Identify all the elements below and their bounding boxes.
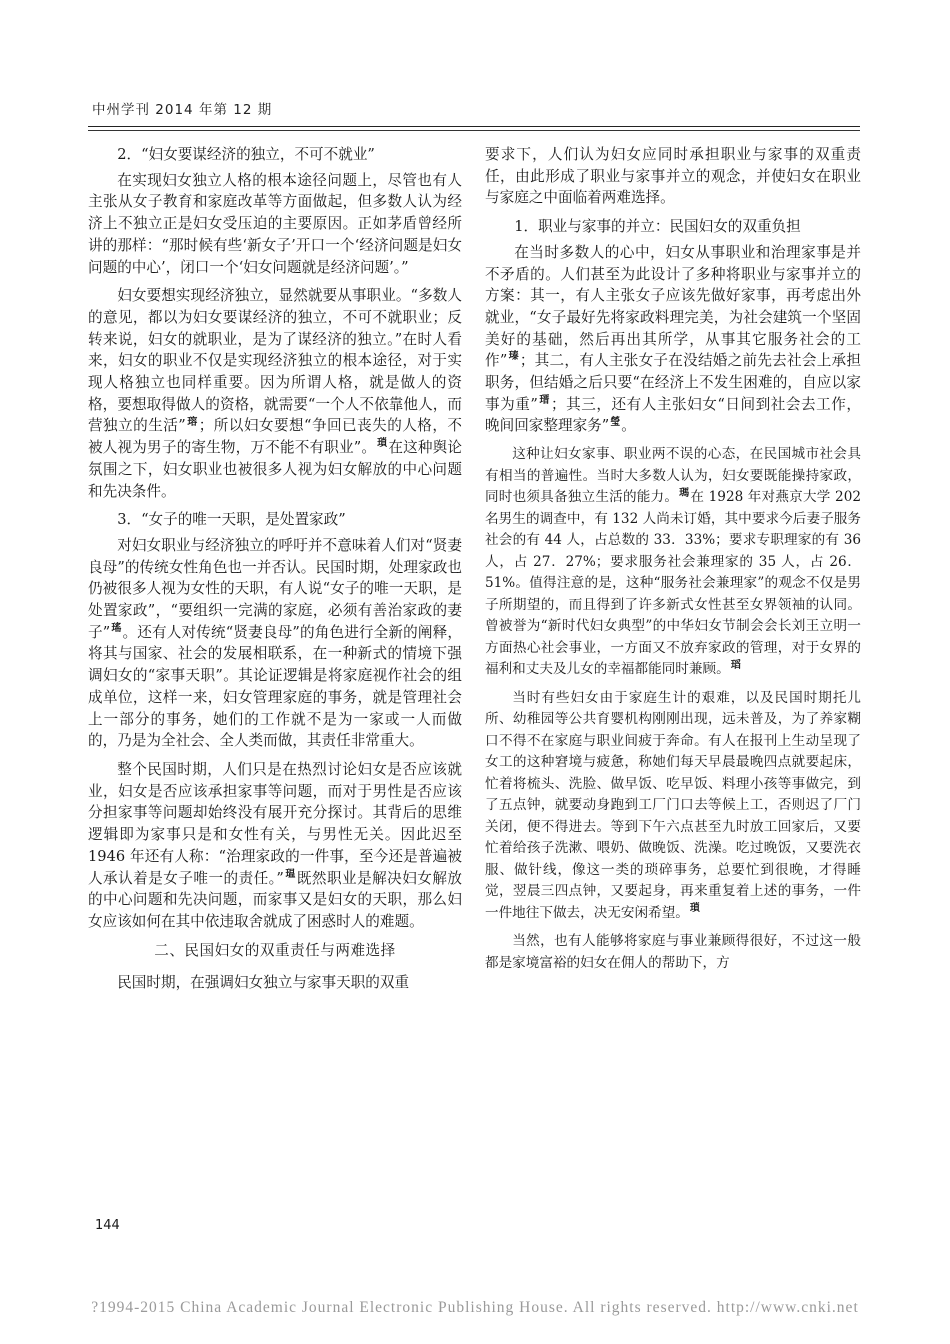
text-run: 。还有人对传统“贤妻良母”的角色进行全新的阐释，将其与国家、社会的发展相联系，在一种新式的情境下强调妇女的“家事天职”。其论证逻辑是将家庭视作社会的组成单位，这样一来，妇女管理家庭的事务，就是管理社会上一部分的事务，她们的工作就不是为一家或一人而做的，乃是为全社会、全人类而做，其责任非常重大。 (88, 623, 463, 750)
footnote-marker: 瑫 (730, 659, 741, 671)
footnote-marker: 瑤 (111, 622, 122, 634)
paragraph (485, 444, 861, 681)
text-run: 在这种舆论氛围之下，妇女职业也被很多人视为妇女解放的中心问题和先决条件。 (88, 439, 462, 500)
text-run: 整个民国时期，人们只是在热烈讨论妇女是否应该就业，妇女是否应该承担家事等问题，而对于男性是否应该分担家事等问题却始终没有展开充分探讨。其背后的思维逻辑即为家事只是和女性有关，与男性无关。因此迟至 1946 年还有人称：“治理家政的一件事，至今还是普遍被人承认着是女子唯一的责任。” (88, 760, 462, 887)
paragraph (485, 688, 861, 925)
footnote-marker: 瑢 (186, 416, 198, 428)
section-heading-3: 3．“女子的唯一天职，是处置家政” (117, 511, 346, 529)
text-run: 当时有些妇女由于家庭生计的艰难，以及民国时期托儿所、幼稚园等公共育婴机构刚刚出现，远未普及，为了养家糊口不得不在家庭与职业间疲于奔命。有人在报刊上生动呈现了女工的这种窘境与疲惫，称她们每天早晨最晚四点就要起床，忙着将梳头、洗脸、做早饭、吃早饭、料理小孩等事做完，到了五点钟，就要动身跑到工厂门口去等候上工，否则迟了厂门关闭，便不得进去。等到下午六点甚至九时放工回家后，又要忙着给孩子洗漱、喂奶、做晚饭、洗澡。吃过晚饭，又要洗衣服、做针线，像这一类的琐碎事务，总要忙到很晚，才得睡觉，翌晨三四点钟，又要起身，再来重复着上述的事务，一件一件地往下做去，决无安闲希望。 (485, 689, 861, 921)
text-run: 。 (621, 417, 636, 435)
paragraph: 当然，也有人能够将家庭与事业兼顾得很好，不过这一般都是家境富裕的妇女在佣人的帮助下，方 (485, 933, 861, 971)
paragraph (88, 535, 462, 752)
journal-header: 中州学刊 2014 年第 12 期 (92, 102, 273, 118)
footnote-marker: 瑧 (508, 351, 519, 363)
header-rule-thick (88, 126, 860, 127)
text-run: 妇女要想实现经济独立，显然就要从事职业。“多数人的意见，都以为妇女要谋经济的独立，不可不就职业；反转来说，妇女的就职业，是为了谋经济的独立。”在时人看来，妇女的职业不仅是实现经济独立的根本途径，对于实现人格独立也同样重要。因为所谓人格，就是做人的资格，要想取得做人的资格，就需要“一个人不依靠他人，而营独立的生活” (88, 287, 462, 435)
paragraph (485, 242, 861, 437)
paragraph (88, 759, 462, 933)
paragraph (88, 285, 462, 502)
footnote-marker: 瑩 (610, 416, 621, 428)
footnote-marker: 瑥 (284, 868, 296, 880)
footnote-marker: 瑣 (377, 438, 388, 450)
left-column (88, 144, 462, 1000)
copyright-footer: ?1994-2015 China Academic Journal Electronic Publishing House. All rights reserved. http://www.cnki.net (91, 1299, 859, 1316)
part-heading: 二、民国妇女的双重责任与两难选择 (154, 941, 396, 959)
paragraph: 在实现妇女独立人格的根本途径问题上，尽管也有人主张从女子教育和家庭改革等方面做起，但多数人认为经济上不独立正是妇女受压迫的主要原因。正如茅盾曾经所讲的那样：“那时候有些‘新女子’开口一个‘经济问题是妇女问题的中心’，闭口一个‘妇女问题就是经济问题’。” (88, 171, 462, 276)
page-number: 144 (95, 1218, 120, 1233)
section-heading-2: 2．“妇女要谋经济的独立，不可不就业” (117, 146, 375, 163)
header-rule-thin (88, 130, 860, 131)
right-column (485, 144, 861, 981)
text-run: 既然职业是解决妇女解放的中心问题和先决问题，而家事又是妇女的天职，那么妇女应该如何在其中依违取舍就成了困惑时人的难题。 (88, 869, 463, 930)
text-run: 在当时多数人的心中，妇女从事职业和治理家事是并不矛盾的。人们甚至为此设计了多种将职业与家事并立的方案：其一，有人主张女子应该先做好家事，再考虑出外就业，“女子最好先将家政料理完美，为社会建筑一个坚固美好的基础，然后再出其所学，从事其它服务社会的工作” (485, 243, 861, 370)
text-run: 在 1928 年对燕京大学 202 名男生的调查中，有 132 人尚未订婚，其中要求今后妻子服务社会的有 44 人，占总数的 33．33%；要求专职理家的有 36 人，占 27．27%；要求服务社会兼理家的 35 人，占 26．51%。值得注意的是，这种“服务社会兼理家”的观念不仅是男子所期望的，而且得到了许多新式女性甚至女界领袖的认同。曾被誉为“新时代妇女典型”的中华妇女节制会会长刘王立明一方面热心社会事业，一方面又不放弃家政的管理，对于女界的福利和丈夫及儿女的幸福都能同时兼顾。 (485, 489, 861, 678)
text-run: 对妇女职业与经济独立的呼吁并不意味着人们对“贤妻良母”的传统女性角色也一并否认。民国时期，处理家政也仍被很多人视为女性的天职，有人说“女子的唯一天职，是处置家政”，“要组织一完满的家庭，必须有善治家政的妻子” (88, 536, 462, 641)
text-run: ；其三，还有人主张妇女“日间到社会去工作，晚间回家整理家务” (485, 395, 862, 435)
subsection-heading-1: 1．职业与家事的并立：民国妇女的双重负担 (514, 218, 801, 236)
text-run: ；其二，有人主张女子在没结婚之前先去社会上承担职务，但结婚之后只要“在经济上不发生困难的，自应以家事为重” (485, 352, 862, 413)
footnote-marker: 瑣 (689, 903, 700, 915)
footnote-marker: 瑪 (679, 487, 690, 499)
paragraph-continued: 要求下，人们认为妇女应同时承担职业与家事的双重责任，由此形成了职业与家事并立的观念，并使妇女在职业与家庭之中面临着两难选择。 (485, 146, 861, 207)
text-run: 这种让妇女家事、职业两不误的心态，在民国城市社会具有相当的普遍性。当时大多数人认为，妇女要既能操持家政，同时也须具备独立生活的能力。 (485, 446, 861, 506)
text-run: ；所以妇女要想“争回已丧失的人格，不被人视为男子的寄生物，万不能不有职业”。 (88, 417, 462, 457)
paragraph: 民国时期，在强调妇女独立与家事天职的双重 (117, 973, 410, 991)
footnote-marker: 瑨 (538, 394, 550, 406)
